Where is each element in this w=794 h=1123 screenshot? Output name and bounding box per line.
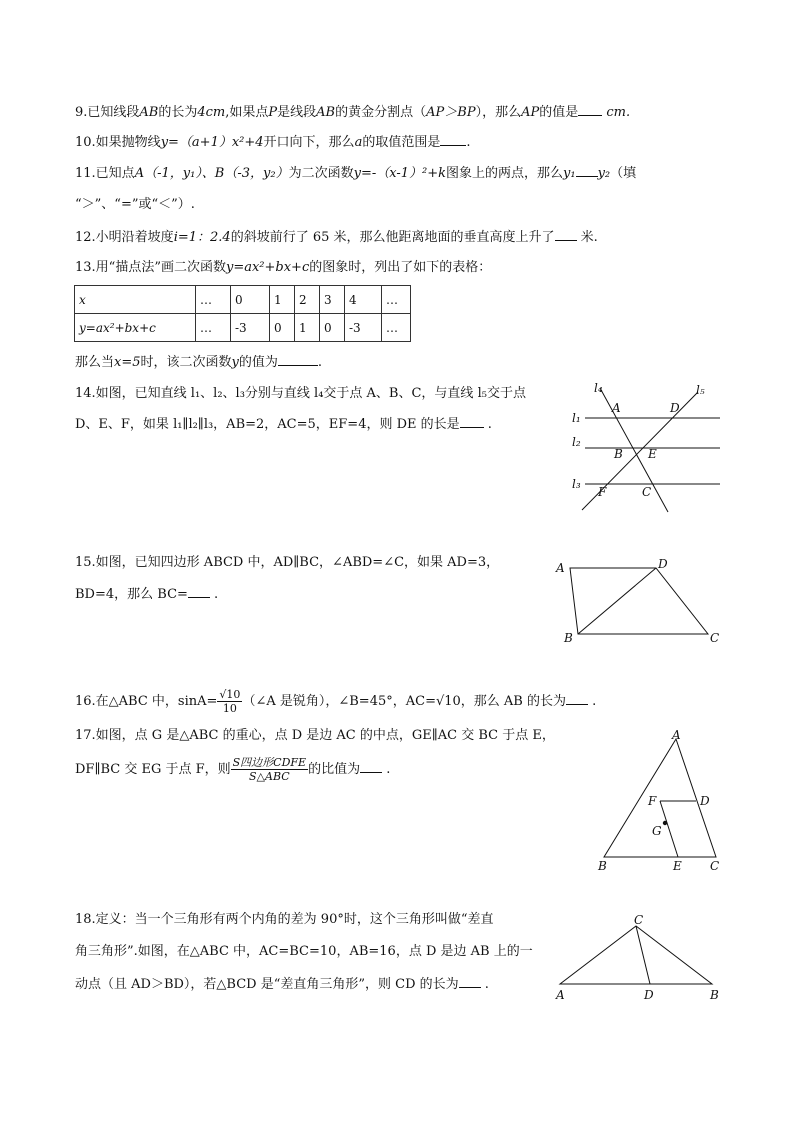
question-15: 15.如图，已知四边形 ABCD 中，AD∥BC，∠ABD=∠C，如果 AD=3， (75, 555, 500, 570)
label-B: B (710, 988, 719, 1002)
question-11: 11.已知点A（-1，y₁）、B（-3，y₂）为二次函数y=-（x-1）²+k图象上的两点，那么y₁ y₂（填 (75, 166, 637, 181)
answer-blank[interactable] (278, 353, 318, 366)
fraction-sqrt10-over-10: $\frac{√10}{10}$ (219, 688, 241, 715)
question-13-line2: 那么当x=5时，该二次函数y的值为 . (75, 355, 323, 370)
figure-triangle-centroid (590, 725, 730, 875)
segment-FE (660, 801, 678, 857)
question-15-line2: BD=4，那么 BC= . (75, 587, 219, 602)
triangle-ABC (560, 926, 712, 984)
line-l4 (600, 388, 668, 512)
label-D: D (670, 401, 680, 415)
label-A: A (672, 728, 681, 742)
answer-blank[interactable] (555, 228, 577, 241)
label-C: C (642, 485, 652, 499)
label-G: G (652, 824, 662, 838)
figure-isosceles-triangle (552, 912, 732, 1004)
table-row-y: y=ax²+bx+c … -3 0 1 0 -3 … (75, 314, 411, 342)
question-18-line3: 动点（且 AD＞BD），若△BCD 是“差直角三角形”，则 CD 的长为 . (75, 977, 489, 992)
answer-blank[interactable] (360, 760, 382, 773)
label-D: D (658, 557, 668, 571)
question-11-line2: “＞”、“=”或“＜”）. (75, 197, 195, 212)
label-A: A (612, 401, 621, 415)
answer-blank[interactable] (188, 585, 210, 598)
question-18: 18.定义：当一个三角形有两个内角的差为 90°时，这个三角形叫做“差直 (75, 912, 494, 927)
question-9: 9.已知线段AB的长为4cm,如果点P是线段AB的黄金分割点（AP＞BP），那么AP的值是 cm. (75, 105, 631, 120)
label-B: B (564, 631, 573, 645)
question-12: 12.小明沿着坡度i=1：2.4的斜坡前行了 65 米，那么他距离地面的垂直高度上升了 米. (75, 230, 598, 245)
answer-blank[interactable] (566, 692, 588, 705)
quad-ABCD (570, 568, 708, 634)
question-16: 16.在△ABC 中，sinA= $\frac{√10}{10}$ （∠A 是锐角），∠B=45°，AC=√10，那么 AB 的长为 . (75, 688, 597, 715)
table-row-x: x … 0 1 2 3 4 … (75, 286, 411, 314)
label-l4: l₄ (594, 381, 603, 395)
question-14-line2: D、E、F，如果 l₁∥l₂∥l₃，AB=2，AC=5，EF=4，则 DE 的长是 . (75, 417, 492, 432)
label-C: C (710, 859, 720, 873)
fraction-area-ratio: $\frac{\text{S四边形CDFE}}{\text{S△ABC}}$ (232, 756, 307, 783)
question-13: 13.用“描点法”画二次函数y=ax²+bx+c的图象时，列出了如下的表格： (75, 260, 492, 275)
label-B: B (598, 859, 607, 873)
label-l2: l₂ (572, 435, 581, 449)
figure-quadrilateral (548, 552, 728, 652)
label-D: D (700, 794, 710, 808)
label-D: D (644, 988, 654, 1002)
label-l3: l₃ (572, 477, 581, 491)
segment-BD (578, 568, 656, 634)
question-14: 14.如图，已知直线 l₁、l₂、l₃分别与直线 l₄交于点 A、B、C，与直线 l₅交于点 (75, 386, 526, 401)
figure-parallel-lines (560, 378, 730, 523)
answer-blank[interactable] (578, 103, 602, 116)
question-10: 10.如果抛物线y=（a+1）x²+4开口向下，那么a的取值范围是 . (75, 135, 471, 150)
answer-blank[interactable] (460, 415, 484, 428)
label-C: C (634, 913, 644, 927)
question-17: 17.如图，点 G 是△ABC 的重心，点 D 是边 AC 的中点，GE∥AC 交 BC 于点 E， (75, 728, 555, 743)
point-G (663, 821, 667, 825)
answer-blank[interactable] (576, 164, 598, 177)
label-A: A (556, 988, 565, 1002)
answer-blank[interactable] (440, 133, 466, 146)
answer-blank[interactable] (459, 975, 481, 988)
label-A: A (556, 561, 565, 575)
label-B: B (614, 447, 623, 461)
label-l1: l₁ (572, 411, 581, 425)
question-18-line2: 角三角形”.如图，在△ABC 中，AC=BC=10，AB=16，点 D 是边 AB 上的一 (75, 944, 533, 959)
label-F: F (598, 485, 607, 499)
label-l5: l₅ (696, 383, 705, 397)
question-17-line2: DF∥BC 交 EG 于点 F，则 $\frac{\text{S四边形CDFE}}{\text{S△ABC}}$ 的比值为 . (75, 756, 391, 783)
label-F: F (648, 794, 657, 808)
label-E: E (673, 859, 682, 873)
label-C: C (710, 631, 720, 645)
value-table (74, 285, 411, 342)
label-E: E (648, 447, 657, 461)
